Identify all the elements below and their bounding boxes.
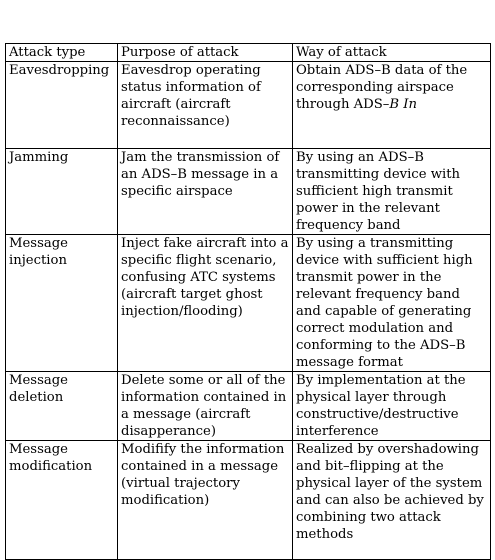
header-purpose-of-attack: Purpose of attack — [118, 44, 293, 62]
cell-purpose: Jam the transmission of an ADS–B message in a specific airspace — [118, 149, 293, 235]
cell-way-italic-text: B In — [389, 97, 417, 112]
header-attack-type: Attack type — [6, 44, 118, 62]
table-row — [6, 372, 491, 441]
cell-way-text: Obtain ADS–B data of the corresponding airspace through ADS– — [296, 63, 468, 112]
cell-purpose: Eavesdrop operating status information of aircraft (aircraft reconnaissance) — [118, 62, 293, 149]
cell-way — [293, 62, 491, 149]
cell-purpose: Delete some or all of the information contained in a message (aircraft disapperance) — [118, 372, 293, 441]
cell-purpose: Modifify the information contained in a message (virtual trajectory modification) — [118, 441, 293, 560]
table-row — [6, 149, 491, 235]
cell-way: By using a transmitting device with sufficient high transmit power in the relevant frequency band and capable of generating correct modulation and conforming to the ADS–B message format — [293, 235, 491, 372]
table-row — [6, 62, 491, 149]
cell-attack-type: Message injection — [6, 235, 118, 372]
cell-way: Realized by overshadowing and bit–flipping at the physical layer of the system and can also be achieved by combining two attack methods — [293, 441, 491, 560]
attack-table-container — [5, 43, 490, 560]
cell-purpose: Inject fake aircraft into a specific flight scenario, confusing ATC systems (aircraft target ghost injection/flooding) — [118, 235, 293, 372]
header-way-of-attack: Way of attack — [293, 44, 491, 62]
table-row — [6, 441, 491, 560]
cell-way: By using an ADS–B transmitting device with sufficient high transmit power in the relevant frequency band — [293, 149, 491, 235]
table-header-row — [6, 44, 491, 62]
table-row — [6, 235, 491, 372]
cell-way: By implementation at the physical layer through constructive/destructive interference — [293, 372, 491, 441]
cell-attack-type: Message modification — [6, 441, 118, 560]
cell-attack-type: Jamming — [6, 149, 118, 235]
attack-table — [5, 43, 491, 560]
cell-attack-type: Message deletion — [6, 372, 118, 441]
cell-attack-type: Eavesdropping — [6, 62, 118, 149]
